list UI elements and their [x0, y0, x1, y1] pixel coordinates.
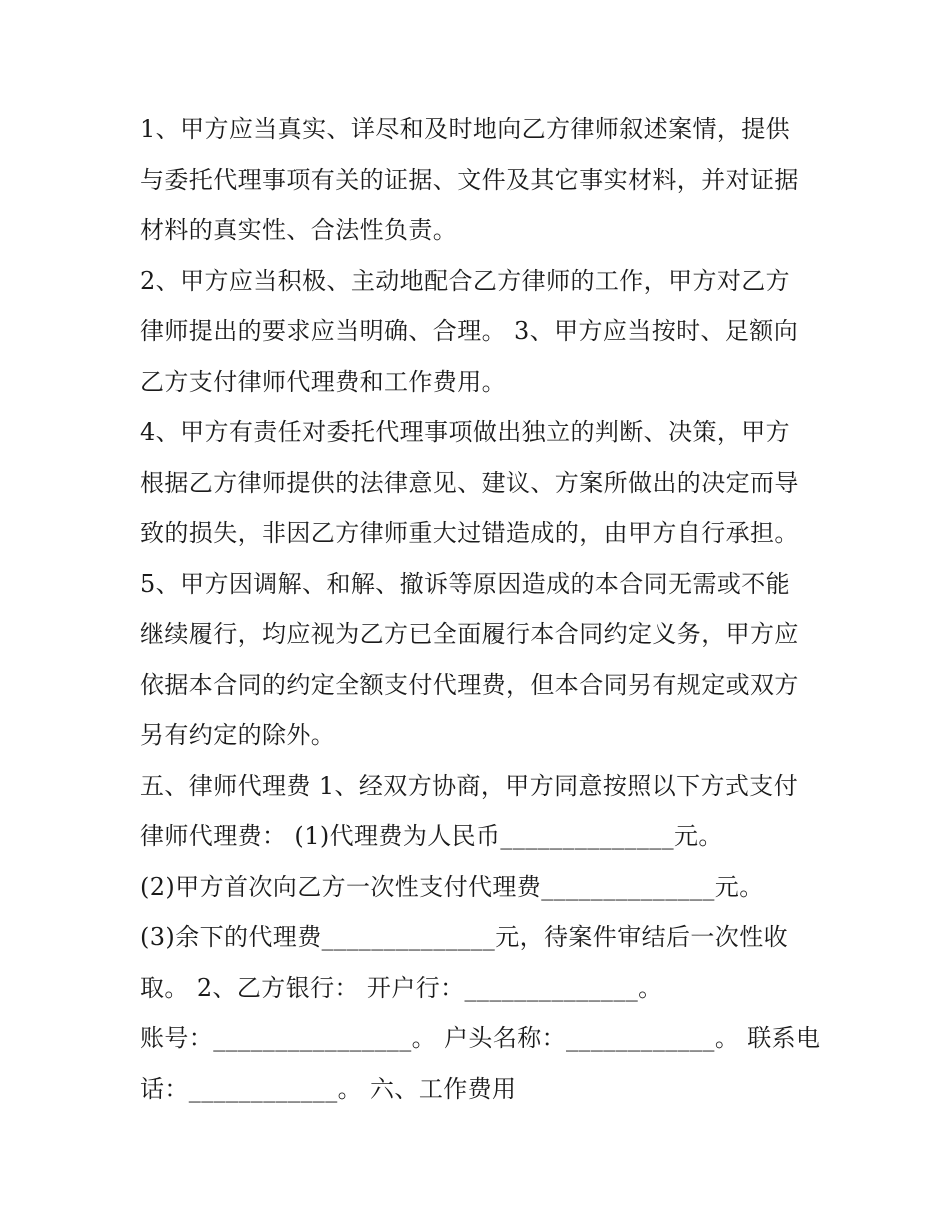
text-line: 继续履行，均应视为乙方已全面履行本合同约定义务，甲方应 — [140, 620, 799, 648]
text-line: 取。 2、乙方银行： 开户行：______________。 — [140, 973, 663, 1002]
text-line: 五、律师代理费 1、经双方协商，甲方同意按照以下方式支付 — [140, 771, 799, 800]
text-line: 材料的真实性、合法性负责。 — [140, 216, 458, 244]
text-line: 根据乙方律师提供的法律意见、建议、方案所做出的决定而导 — [140, 468, 799, 497]
contract-text — [140, 104, 820, 1114]
text-line: 律师提出的要求应当明确、合理。 3、甲方应当按时、足额向 — [140, 317, 799, 345]
text-line: 与委托代理事项有关的证据、文件及其它事实材料，并对证据 — [140, 165, 799, 194]
text-line: 话：____________。 六、工作费用 — [140, 1074, 517, 1103]
text-line: 2、甲方应当积极、主动地配合乙方律师的工作，甲方对乙方 — [140, 266, 791, 295]
text-line: 依据本合同的约定全额支付代理费，但本合同另有规定或双方 — [140, 670, 799, 699]
text-line: 致的损失，非因乙方律师重大过错造成的，由甲方自行承担。 — [140, 519, 799, 547]
text-line: 账号：________________。 户头名称：____________。 联系电 — [140, 1024, 821, 1052]
text-line: 4、甲方有责任对委托代理事项做出独立的判断、决策，甲方 — [140, 418, 791, 446]
text-line: (3)余下的代理费______________元，待案件审结后一次性收 — [140, 923, 788, 951]
text-line: (2)甲方首次向乙方一次性支付代理费______________元。 — [140, 872, 764, 901]
text-line: 另有约定的除外。 — [140, 721, 336, 749]
text-line: 律师代理费： (1)代理费为人民币______________元。 — [140, 822, 723, 850]
text-line: 5、甲方因调解、和解、撤诉等原因造成的本合同无需或不能 — [140, 569, 791, 598]
text-line: 乙方支付律师代理费和工作费用。 — [140, 367, 506, 396]
text-line: 1、甲方应当真实、详尽和及时地向乙方律师叙述案情，提供 — [140, 115, 791, 143]
